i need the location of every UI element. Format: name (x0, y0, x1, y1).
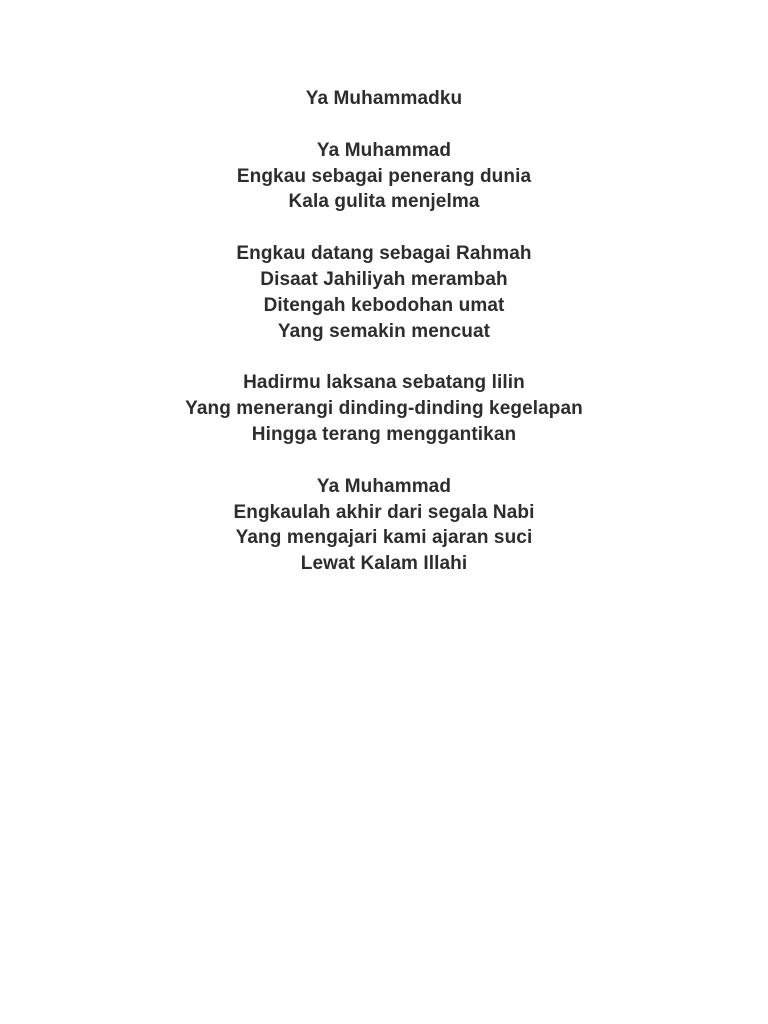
poem-line: Ditengah kebodohan umat (263, 294, 505, 316)
poem-line: Yang mengajari kami ajaran suci (235, 527, 533, 549)
poem-line: Yang semakin mencuat (277, 320, 491, 342)
poem-line: Engkau sebagai penerang dunia (236, 165, 532, 187)
poem-line: Hingga terang menggantikan (251, 423, 517, 445)
poem-line: Engkaulah akhir dari segala Nabi (233, 501, 535, 523)
poem-line: Lewat Kalam Illahi (300, 553, 468, 575)
poem-title: Ya Muhammadku (305, 88, 463, 109)
stanza-2 (0, 241, 768, 344)
poem-line: Disaat Jahiliyah merambah (260, 268, 508, 290)
stanza-4 (0, 474, 768, 577)
poem-line: Ya Muhammad (316, 139, 452, 161)
poem-line: Kala gulita menjelma (288, 191, 480, 213)
poem-line: Hadirmu laksana sebatang lilin (243, 372, 525, 394)
poem-line: Ya Muhammad (316, 475, 452, 497)
stanza-1 (0, 138, 768, 215)
stanza-3 (0, 370, 768, 447)
poem-line: Yang menerangi dinding-dinding kegelapan (185, 398, 583, 420)
poem-line: Engkau datang sebagai Rahmah (236, 243, 532, 265)
poem (0, 86, 768, 577)
